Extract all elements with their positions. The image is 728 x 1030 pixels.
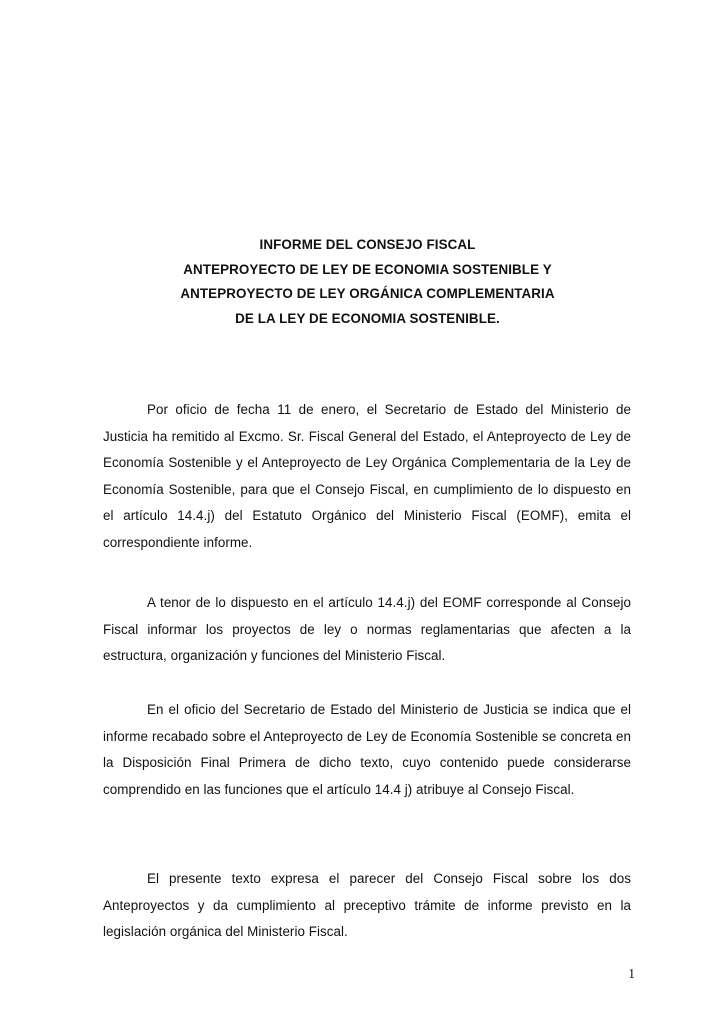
page-number: 1 (628, 966, 635, 981)
body-paragraph-2: A tenor de lo dispuesto en el artículo 14.4.j) del EOMF corresponde al Consejo Fiscal informar los proyectos de ley o normas reglamentarias que afecten a la estructura, organización y funciones del Ministerio Fiscal. (103, 595, 631, 664)
body-paragraph-3: En el oficio del Secretario de Estado del Ministerio de Justicia se indica que el informe recabado sobre el Anteproyecto de Ley de Economía Sostenible se concreta en la Disposición Final Primera de dicho texto, cuyo contenido puede considerarse comprendido en las funciones que el artículo 14.4 j) atribuye al Consejo Fiscal. (103, 702, 631, 797)
title-line-4: DE LA LEY DE ECONOMIA SOSTENIBLE. (235, 310, 500, 326)
title-line-2: ANTEPROYECTO DE LEY DE ECONOMIA SOSTENIBLE Y (183, 261, 552, 277)
title-line-1: INFORME DEL CONSEJO FISCAL (259, 237, 476, 252)
document-title (100, 233, 635, 331)
body-paragraph-4: El presente texto expresa el parecer del Consejo Fiscal sobre los dos Anteproyectos y da cumplimiento al preceptivo trámite de informe previsto en la legislación orgánica del Ministerio Fiscal. (103, 871, 631, 940)
body-paragraph-1: Por oficio de fecha 11 de enero, el Secretario de Estado del Ministerio de Justicia ha remitido al Excmo. Sr. Fiscal General del Estado, el Anteproyecto de Ley de Economía Sostenible y el Anteproyecto de Ley Orgánica Complementaria de la Ley de Economía Sostenible, para que el Consejo Fiscal, en cumplimiento de lo dispuesto en el artículo 14.4.j) del Estatuto Orgánico del Ministerio Fiscal (EOMF), emita el correspondiente informe. (103, 402, 631, 550)
title-line-3: ANTEPROYECTO DE LEY ORGÁNICA COMPLEMENTARIA (180, 286, 555, 301)
